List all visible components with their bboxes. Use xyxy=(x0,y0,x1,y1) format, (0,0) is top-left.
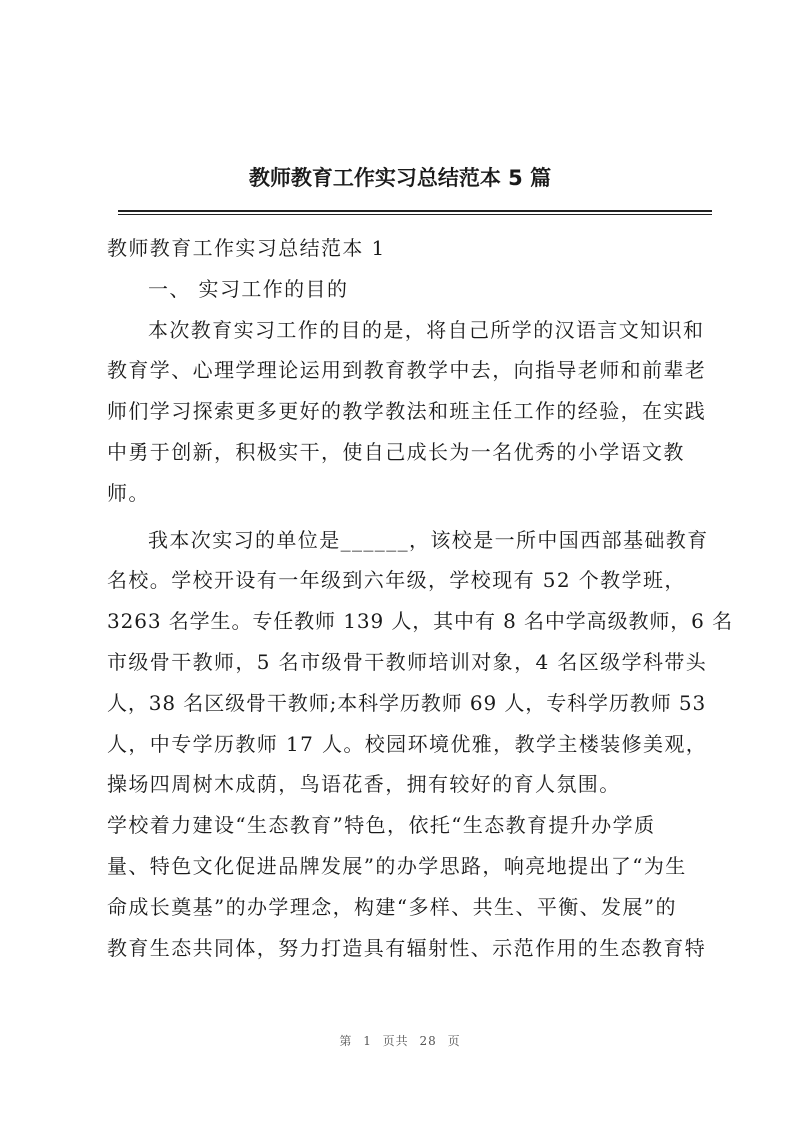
title-rule-thick xyxy=(118,210,712,212)
section-title: 教师教育工作实习总结范本 1 xyxy=(107,236,386,260)
paragraph-line: 中勇于创新，积极实干，使自己成长为一名优秀的小学语文教 xyxy=(107,439,685,464)
paragraph-line: 量、特色文化促进品牌发展”的办学思路，响亮地提出了“为生 xyxy=(107,853,687,878)
footer-total-pages: 28 xyxy=(419,1034,437,1048)
page-footer xyxy=(0,1032,800,1049)
paragraph-line: 人，中专学历教师 17 人。校园环境优雅，教学主楼装修美观， xyxy=(107,731,708,756)
footer-current-page: 1 xyxy=(363,1034,372,1048)
title-rule-thin xyxy=(118,214,712,215)
paragraph-line: 人，38 名区级骨干教师;本科学历教师 69 人，专科学历教师 53 xyxy=(107,690,707,715)
paragraph-line: 师们学习探索更多更好的教学教法和班主任工作的经验，在实践 xyxy=(107,399,707,424)
heading-purpose: 一、 实习工作的目的 xyxy=(148,276,349,301)
paragraph-line: 教育学、心理学理论运用到教育教学中去，向指导老师和前辈老 xyxy=(107,358,707,383)
document-body xyxy=(107,228,733,968)
paragraph-line: 操场四周树木成荫，鸟语花香，拥有较好的育人氛围。 xyxy=(107,772,621,797)
paragraph-line: 名校。学校开设有一年级到六年级，学校现有 52 个教学班， xyxy=(107,568,686,593)
paragraph-line: 教育生态共同体，努力打造具有辐射性、示范作用的生态教育特 xyxy=(107,935,707,960)
paragraph-line: 学校着力建设“生态教育”特色，依托“生态教育提升办学质 xyxy=(107,813,656,838)
paragraph-line: 3263 名学生。专任教师 139 人，其中有 8 名中学高级教师，6 名 xyxy=(107,609,733,634)
paragraph-line: 本次教育实习工作的目的是，将自己所学的汉语言文知识和 xyxy=(148,317,705,342)
footer-label-page: 第 xyxy=(339,1034,353,1048)
footer-label-of: 页共 xyxy=(382,1034,409,1048)
document-title: 教师教育工作实习总结范本 5 篇 xyxy=(248,166,552,190)
paragraph-line: 市级骨干教师，5 名市级骨干教师培训对象，4 名区级学科带头 xyxy=(107,649,708,674)
footer-label-end: 页 xyxy=(447,1034,461,1048)
paragraph-line: 命成长奠基”的办学理念，构建“多样、共生、平衡、发展”的 xyxy=(107,894,677,919)
paragraph-line: 我本次实习的单位是______，该校是一所中国西部基础教育 xyxy=(148,527,709,552)
paragraph-line: 师。 xyxy=(107,480,150,505)
